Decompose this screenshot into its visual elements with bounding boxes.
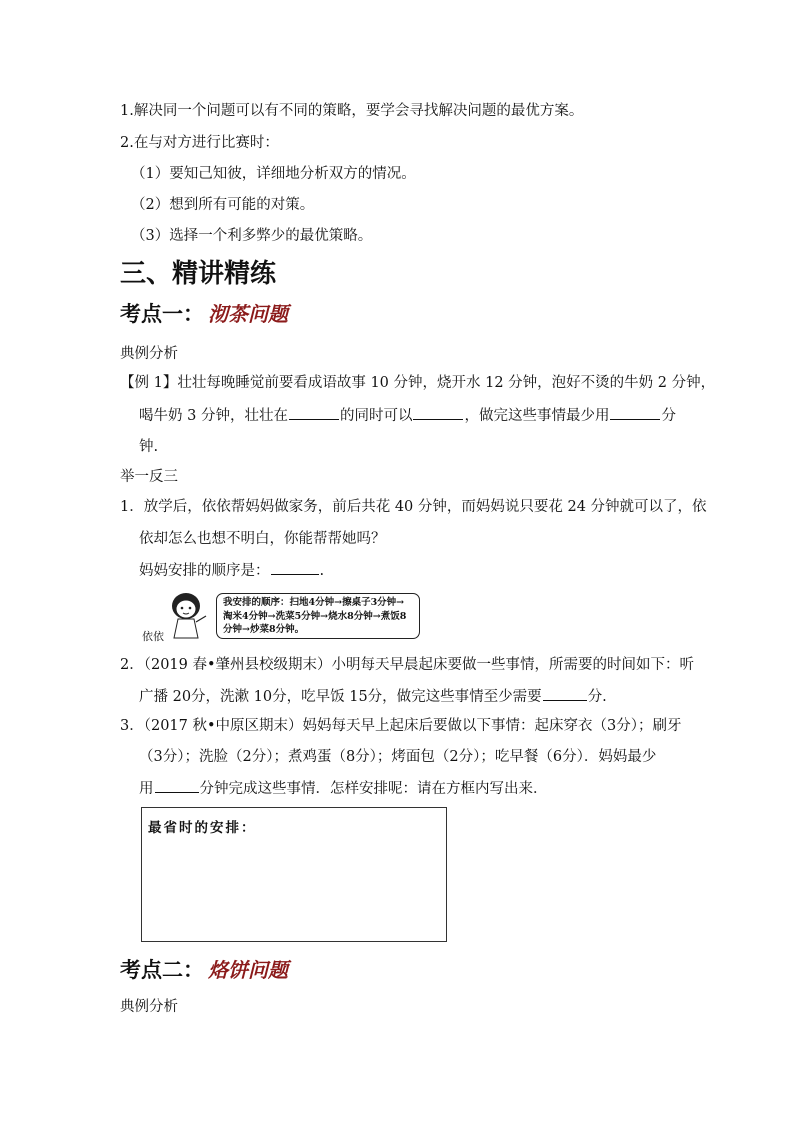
topic2-heading: [120, 956, 288, 984]
summary-line-2: 2.在与对方进行比赛时：: [120, 135, 279, 151]
example1-text-c: ，做完这些事情最少用: [464, 408, 610, 424]
q1-line-2: 依却怎么也想不明白，你能帮帮她吗？: [139, 531, 386, 547]
answer-box[interactable]: [141, 807, 447, 942]
topic1-sub-example: 典例分析: [120, 346, 178, 362]
q3-blank[interactable]: [155, 778, 199, 793]
q1-line-3: [139, 560, 324, 581]
yiyi-illustration: [140, 590, 420, 642]
example1-blank-2[interactable]: [413, 405, 463, 420]
example1-line-2: [139, 405, 676, 426]
summary-line-5: （3）选择一个利多弊少的最优策略。: [131, 228, 373, 244]
topic1-name: 沏茶问题: [208, 302, 288, 326]
q3-line-2: （3分）；洗脸（2分）；煮鸡蛋（8分）；烤面包（2分）；吃早餐（6分）．妈妈最少: [139, 749, 657, 765]
example1-blank-3[interactable]: [610, 405, 660, 420]
q2-line-2: [139, 686, 607, 707]
speech-bubble: 我安排的顺序：扫地4分钟→擦桌子3分钟→淘米4分钟→洗菜5分钟→烧水8分钟→煮饭8分钟→炒菜8分钟。: [216, 593, 420, 639]
summary-line-3: （1）要知己知彼，详细地分析双方的情况。: [131, 166, 416, 182]
summary-line-1: 1.解决同一个问题可以有不同的策略，要学会寻找解决问题的最优方案。: [120, 103, 584, 119]
girl-name: 依依: [142, 630, 164, 643]
q1-order-label: 妈妈安排的顺序是：: [139, 563, 270, 579]
topic2-name: 烙饼问题: [208, 958, 288, 982]
topic2-sub-example: 典例分析: [120, 999, 178, 1015]
example1-line-1: 【例 1】壮壮每晚睡觉前要看成语故事 10 分钟，烧开水 12 分钟，泡好不烫的牛奶 2 分钟，: [120, 375, 716, 391]
q3-line-3: [139, 778, 548, 799]
q1-line-1: 1．放学后，依依帮妈妈做家务，前后共花 40 分钟，而妈妈说只要花 24 分钟就可以了，依: [120, 499, 707, 515]
q1-blank[interactable]: [271, 560, 319, 575]
example1-text-b: 的同时可以: [339, 408, 413, 424]
q1-period: .: [319, 563, 325, 579]
q3-text-a: 用: [139, 781, 154, 797]
example1-line-3: 钟.: [139, 439, 159, 455]
q2-line-1: 2．（2019 春•肇州县校级期末）小明每天早晨起床要做一些事情，所需要的时间如下：听: [120, 657, 695, 673]
q2-blank[interactable]: [543, 686, 587, 701]
answer-box-label: 最省时的安排：: [148, 820, 257, 836]
example1-text-d: 分: [661, 408, 676, 424]
topic1-sub-practice: 举一反三: [120, 469, 178, 485]
topic2-prefix: 考点二：: [120, 958, 204, 982]
q3-text-b: 分钟完成这些事情．怎样安排呢：请在方框内写出来．: [199, 781, 548, 797]
example1-blank-1[interactable]: [289, 405, 339, 420]
example1-text-a: 喝牛奶 3 分钟，壮壮在: [139, 408, 288, 424]
topic1-prefix: 考点一：: [120, 302, 204, 326]
q3-line-1: 3．（2017 秋•中原区期末）妈妈每天早上起床后要做以下事情：起床穿衣（3分）；刷牙: [120, 718, 682, 734]
section-title: 三、精讲精练: [120, 259, 277, 289]
q2-text: 广播 20分，洗漱 10分，吃早饭 15分，做完这些事情至少需要: [139, 689, 542, 705]
summary-line-4: （2）想到所有可能的对策。: [131, 197, 315, 213]
q2-unit: 分.: [587, 689, 607, 705]
topic1-heading: [120, 300, 288, 328]
